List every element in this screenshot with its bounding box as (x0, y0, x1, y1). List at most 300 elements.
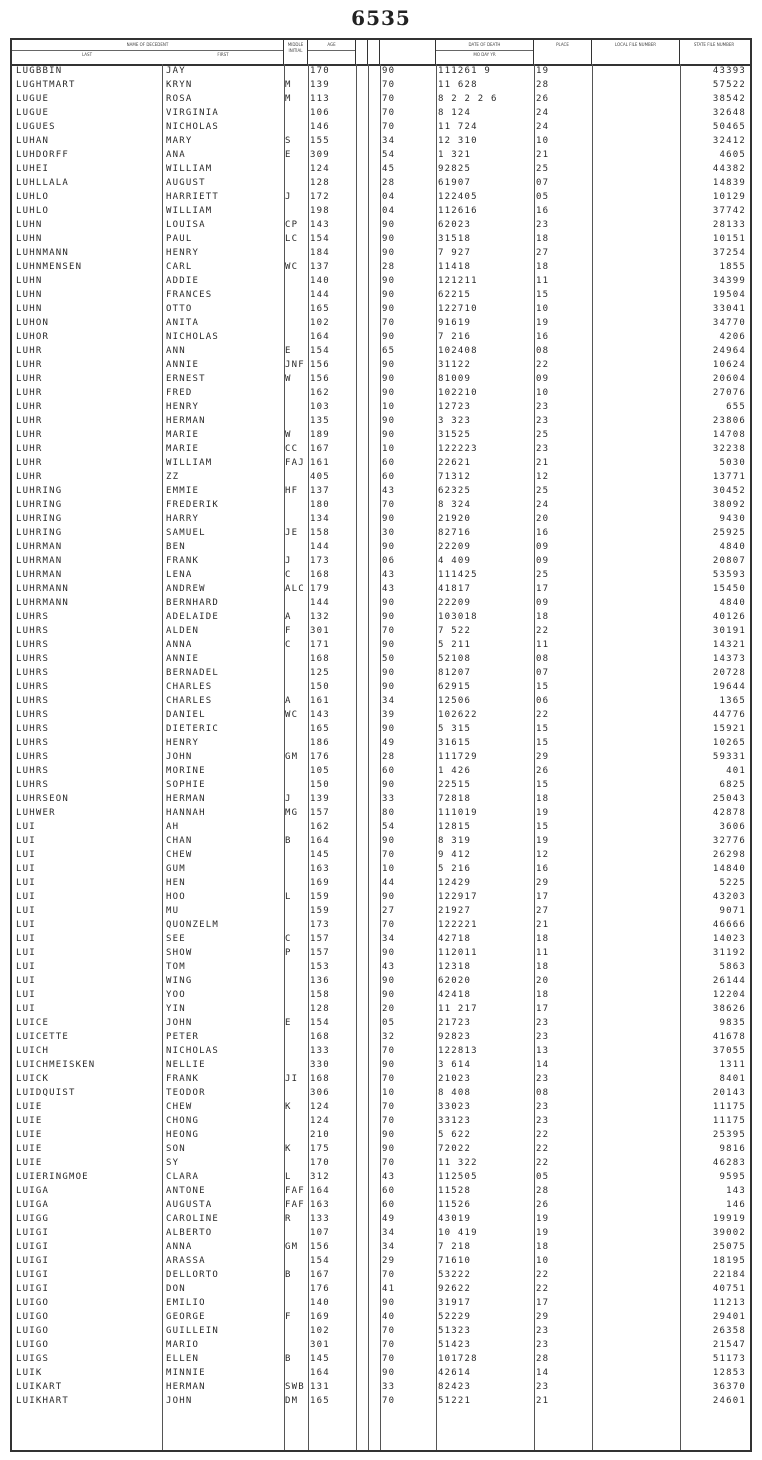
first-name-cell: VIRGINIA (166, 108, 219, 118)
last-name-cell: LUHLO (16, 206, 50, 216)
table-row (12, 610, 750, 624)
table-row (12, 1114, 750, 1128)
state-file-number-cell: 20728 (712, 668, 746, 678)
state-file-number-cell: 43203 (712, 892, 746, 902)
state-file-number-cell: 34399 (712, 276, 746, 286)
date-of-death-cell: 111425 (438, 570, 478, 580)
middle-initial-cell: R (285, 1214, 292, 1224)
middle-initial-cell (285, 918, 308, 932)
first-name-cell: HERMAN (166, 794, 206, 804)
state-file-number-cell: 41678 (712, 1032, 746, 1042)
middle-initial-cell (285, 470, 308, 484)
last-name-cell: LUIE (16, 1130, 43, 1140)
code-cell: 10 (382, 864, 396, 874)
place-cell: 10 (536, 1256, 550, 1266)
age-cell: 301 (310, 1340, 330, 1350)
age-cell: 309 (310, 150, 330, 160)
place-cell: 23 (536, 1382, 550, 1392)
middle-initial-cell: J (285, 556, 292, 566)
state-file-number-cell: 25043 (712, 794, 746, 804)
code-cell: 90 (382, 290, 396, 300)
place-cell: 17 (536, 892, 550, 902)
age-cell: 159 (310, 906, 330, 916)
state-file-number-cell: 19504 (712, 290, 746, 300)
date-of-death-cell: 7 216 (438, 332, 472, 342)
first-name-cell: ANNIE (166, 360, 200, 370)
state-file-number-cell: 8401 (719, 1074, 746, 1084)
date-of-death-cell: 7 218 (438, 1242, 472, 1252)
date-of-death-cell: 5 216 (438, 864, 472, 874)
last-name-cell: LUHRS (16, 640, 50, 650)
middle-initial-cell (285, 1254, 308, 1268)
date-of-death-cell: 91619 (438, 318, 472, 328)
first-name-cell: AUGUST (166, 178, 206, 188)
code-cell: 90 (382, 430, 396, 440)
middle-initial-cell (285, 680, 308, 694)
state-file-number-cell: 401 (726, 766, 746, 776)
table-row (12, 1184, 750, 1198)
date-of-death-cell: 111261 9 (438, 66, 491, 76)
table-row (12, 1002, 750, 1016)
first-name-cell: HENRY (166, 248, 200, 258)
age-cell: 125 (310, 668, 330, 678)
middle-initial-cell: MG (285, 808, 299, 818)
first-name-cell: HERMAN (166, 1382, 206, 1392)
age-cell: 164 (310, 332, 330, 342)
code-cell: 34 (382, 136, 396, 146)
state-file-number-cell: 10151 (712, 234, 746, 244)
code-cell: 49 (382, 1214, 396, 1224)
last-name-cell: LUI (16, 878, 36, 888)
date-of-death-cell: 112505 (438, 1172, 478, 1182)
table-row (12, 260, 750, 274)
code-cell: 90 (382, 360, 396, 370)
code-cell: 04 (382, 206, 396, 216)
table-row (12, 120, 750, 134)
place-cell: 16 (536, 206, 550, 216)
state-file-number-cell: 28133 (712, 220, 746, 230)
date-of-death-cell: 31518 (438, 234, 472, 244)
table-row (12, 1338, 750, 1352)
table-row (12, 1030, 750, 1044)
first-name-cell: SEE (166, 934, 186, 944)
place-cell: 29 (536, 878, 550, 888)
state-file-number-cell: 38542 (712, 94, 746, 104)
date-of-death-cell: 102408 (438, 346, 478, 356)
date-of-death-cell: 62215 (438, 290, 472, 300)
table-row (12, 484, 750, 498)
code-cell: 90 (382, 276, 396, 286)
first-name-cell: MARIE (166, 444, 200, 454)
last-name-cell: LUHR (16, 416, 43, 426)
date-of-death-cell: 41817 (438, 584, 472, 594)
state-file-number-cell: 59331 (712, 752, 746, 762)
code-cell: 90 (382, 304, 396, 314)
date-of-death-cell: 122223 (438, 444, 478, 454)
place-cell: 12 (536, 850, 550, 860)
place-cell: 22 (536, 1270, 550, 1280)
code-col-header (380, 40, 436, 64)
code-cell: 90 (382, 780, 396, 790)
date-of-death-cell: 42614 (438, 1368, 472, 1378)
middle-initial-cell: S (285, 136, 292, 146)
middle-initial-cell (285, 512, 308, 526)
table-row (12, 1058, 750, 1072)
place-cell: 18 (536, 612, 550, 622)
middle-initial-cell (285, 498, 308, 512)
code-cell: 32 (382, 1032, 396, 1042)
first-name-cell: HARRIETT (166, 192, 219, 202)
code-cell: 65 (382, 346, 396, 356)
last-name-cell: LUIGG (16, 1214, 50, 1224)
place-cell: 17 (536, 1298, 550, 1308)
table-row (12, 750, 750, 764)
table-row (12, 218, 750, 232)
middle-initial-cell (285, 120, 308, 134)
first-name-cell: SHOW (166, 948, 193, 958)
state-file-number-cell: 21547 (712, 1340, 746, 1350)
date-of-death-cell: 71610 (438, 1256, 472, 1266)
first-name-cell: ADELAIDE (166, 612, 219, 622)
middle-initial-cell: WC (285, 710, 299, 720)
state-file-number-cell: 4840 (719, 598, 746, 608)
middle-initial-cell (285, 1002, 308, 1016)
column-header (12, 40, 750, 66)
last-name-cell: LUIE (16, 1158, 43, 1168)
code-cell: 90 (382, 598, 396, 608)
middle-initial-cell: K (285, 1102, 292, 1112)
middle-initial-cell (285, 386, 308, 400)
date-of-death-cell: 92825 (438, 164, 472, 174)
last-name-cell: LUI (16, 976, 36, 986)
table-row (12, 974, 750, 988)
middle-initial-cell: B (285, 1270, 292, 1280)
table-row (12, 876, 750, 890)
table-row (12, 372, 750, 386)
table-row (12, 792, 750, 806)
middle-initial-cell: M (285, 94, 292, 104)
place-cell: 11 (536, 640, 550, 650)
code-cell: 90 (382, 668, 396, 678)
table-row (12, 512, 750, 526)
last-name-cell: LUHLO (16, 192, 50, 202)
age-cell: 124 (310, 164, 330, 174)
blank-col-header-b (368, 40, 380, 64)
last-name-cell: LUICK (16, 1074, 50, 1084)
first-name-cell: CAROLINE (166, 1214, 219, 1224)
state-file-number-cell: 42878 (712, 808, 746, 818)
table-row (12, 1226, 750, 1240)
place-cell: 23 (536, 1018, 550, 1028)
last-name-cell: LUIGI (16, 1228, 50, 1238)
state-file-number-cell: 9595 (719, 1172, 746, 1182)
age-cell: 179 (310, 584, 330, 594)
first-name-cell: FRANCES (166, 290, 213, 300)
table-row (12, 302, 750, 316)
code-cell: 90 (382, 640, 396, 650)
middle-initial-cell (285, 204, 308, 218)
middle-initial-cell: L (285, 1172, 292, 1182)
state-file-number-cell: 4206 (719, 332, 746, 342)
date-of-death-cell: 8 319 (438, 836, 472, 846)
code-cell: 28 (382, 262, 396, 272)
table-row (12, 400, 750, 414)
age-cell: 301 (310, 626, 330, 636)
state-file-number-cell: 4605 (719, 150, 746, 160)
middle-initial-cell: J (285, 192, 292, 202)
last-name-cell: LUIE (16, 1144, 43, 1154)
first-name-cell: NICHOLAS (166, 1046, 219, 1056)
place-cell: 08 (536, 1088, 550, 1098)
state-file-number-cell: 33041 (712, 304, 746, 314)
place-header: PLACE (534, 40, 592, 64)
last-name-cell: LUIGI (16, 1270, 50, 1280)
middle-initial-cell (285, 316, 308, 330)
age-cell: 167 (310, 444, 330, 454)
date-of-death-cell: 22621 (438, 458, 472, 468)
place-cell: 20 (536, 976, 550, 986)
age-cell: 163 (310, 864, 330, 874)
place-cell: 23 (536, 402, 550, 412)
table-row (12, 848, 750, 862)
age-cell: 140 (310, 276, 330, 286)
date-of-death-cell: 112616 (438, 206, 478, 216)
code-cell: 60 (382, 472, 396, 482)
date-of-death-cell: 12318 (438, 962, 472, 972)
code-cell: 04 (382, 192, 396, 202)
state-file-number-cell: 26358 (712, 1326, 746, 1336)
state-file-number-cell: 10265 (712, 738, 746, 748)
middle-initial-cell: CC (285, 444, 299, 454)
state-file-number-cell: 5863 (719, 962, 746, 972)
middle-initial-cell (285, 246, 308, 260)
state-file-number-cell: 37055 (712, 1046, 746, 1056)
code-cell: 43 (382, 962, 396, 972)
middle-initial-cell (285, 106, 308, 120)
first-name-cell: ADDIE (166, 276, 200, 286)
first-name-cell: FRANK (166, 1074, 200, 1084)
middle-initial-cell (285, 302, 308, 316)
date-of-death-cell: 3 614 (438, 1060, 472, 1070)
table-row (12, 1156, 750, 1170)
date-of-death-cell: 31122 (438, 360, 472, 370)
table-row (12, 582, 750, 596)
code-cell: 70 (382, 1046, 396, 1056)
date-of-death-cell: 62023 (438, 220, 472, 230)
state-file-number-cell: 14023 (712, 934, 746, 944)
first-name-cell: CHARLES (166, 696, 213, 706)
last-name-cell: LUHN (16, 220, 43, 230)
place-cell: 21 (536, 150, 550, 160)
first-name-cell: CHONG (166, 1116, 200, 1126)
place-cell: 12 (536, 472, 550, 482)
first-name-cell: MU (166, 906, 180, 916)
age-cell: 168 (310, 570, 330, 580)
place-cell: 22 (536, 1284, 550, 1294)
first-name-cell: SAMUEL (166, 528, 206, 538)
last-name-cell: LUHRING (16, 528, 63, 538)
age-cell: 143 (310, 710, 330, 720)
date-of-death-cell: 7 927 (438, 248, 472, 258)
date-of-death-cell: 8 2 2 2 6 (438, 94, 498, 104)
code-cell: 70 (382, 108, 396, 118)
first-name-cell: FRED (166, 388, 193, 398)
first-name-cell: ANA (166, 150, 186, 160)
table-row (12, 624, 750, 638)
state-file-number-cell: 39002 (712, 1228, 746, 1238)
table-row (12, 106, 750, 120)
place-cell: 08 (536, 654, 550, 664)
age-cell: 154 (310, 1018, 330, 1028)
age-cell: 103 (310, 402, 330, 412)
date-of-death-cell: 5 211 (438, 640, 472, 650)
last-name-cell: LUHRS (16, 710, 50, 720)
last-name-cell: LUHRS (16, 682, 50, 692)
last-name-cell: LUIERINGMOE (16, 1172, 89, 1182)
code-cell: 70 (382, 920, 396, 930)
first-name-cell: CHEW (166, 1102, 193, 1112)
first-name-cell: YIN (166, 1004, 186, 1014)
last-name-cell: LUHR (16, 444, 43, 454)
table-row (12, 680, 750, 694)
last-name-cell: LUIDQUIST (16, 1088, 76, 1098)
first-name-cell: GUILLEIN (166, 1326, 219, 1336)
state-file-number-cell: 40751 (712, 1284, 746, 1294)
last-name-cell: LUHRS (16, 780, 50, 790)
code-cell: 90 (382, 416, 396, 426)
place-cell: 19 (536, 318, 550, 328)
last-name-cell: LUHN (16, 290, 43, 300)
date-of-death-cell: 1 426 (438, 766, 472, 776)
middle-initial-cell: FAF (285, 1186, 305, 1196)
code-cell: 70 (382, 1158, 396, 1168)
state-file-number-cell: 15450 (712, 584, 746, 594)
place-cell: 09 (536, 556, 550, 566)
first-name-header: FIRST (217, 52, 229, 57)
place-cell: 07 (536, 668, 550, 678)
code-cell: 39 (382, 710, 396, 720)
age-cell: 158 (310, 990, 330, 1000)
middle-initial-cell: GM (285, 1242, 299, 1252)
table-row (12, 64, 750, 78)
first-name-cell: HENRY (166, 402, 200, 412)
date-of-death-cell: 8 124 (438, 108, 472, 118)
age-cell: 164 (310, 836, 330, 846)
place-cell: 18 (536, 962, 550, 972)
table-row (12, 820, 750, 834)
date-of-death-cell: 111729 (438, 752, 478, 762)
middle-initial-cell: L (285, 892, 292, 902)
table-row (12, 134, 750, 148)
age-cell: 312 (310, 1172, 330, 1182)
code-cell: 90 (382, 1368, 396, 1378)
code-cell: 70 (382, 80, 396, 90)
last-name-cell: LUHR (16, 430, 43, 440)
code-cell: 10 (382, 444, 396, 454)
state-file-number-cell: 29401 (712, 1312, 746, 1322)
last-name-cell: LUIGI (16, 1284, 50, 1294)
code-cell: 34 (382, 696, 396, 706)
place-cell: 18 (536, 990, 550, 1000)
code-cell: 43 (382, 1172, 396, 1182)
state-file-number-cell: 38626 (712, 1004, 746, 1014)
table-row (12, 1100, 750, 1114)
date-of-death-cell: 11 217 (438, 1004, 478, 1014)
state-file-number-cell: 14708 (712, 430, 746, 440)
table-row (12, 1072, 750, 1086)
date-of-death-cell: 12 310 (438, 136, 478, 146)
date-of-death-cell: 12815 (438, 822, 472, 832)
first-name-cell: HEONG (166, 1130, 200, 1140)
table-row (12, 1380, 750, 1394)
state-file-number-cell: 37742 (712, 206, 746, 216)
table-row (12, 232, 750, 246)
state-file-number-cell: 14373 (712, 654, 746, 664)
last-name-cell: LUHRMAN (16, 556, 63, 566)
table-row (12, 1310, 750, 1324)
state-file-number-cell: 20143 (712, 1088, 746, 1098)
last-name-cell: LUHAN (16, 136, 50, 146)
middle-initial-cell (285, 736, 308, 750)
place-cell: 28 (536, 1186, 550, 1196)
code-cell: 90 (382, 724, 396, 734)
state-file-number-cell: 10624 (712, 360, 746, 370)
code-cell: 70 (382, 122, 396, 132)
age-cell: 146 (310, 122, 330, 132)
state-file-number-cell: 19919 (712, 1214, 746, 1224)
table-row (12, 176, 750, 190)
table-row (12, 890, 750, 904)
first-name-cell: SON (166, 1144, 186, 1154)
state-file-number-cell: 25925 (712, 528, 746, 538)
middle-initial-cell (285, 862, 308, 876)
age-cell: 145 (310, 850, 330, 860)
table-row (12, 1170, 750, 1184)
state-file-number-cell: 146 (726, 1200, 746, 1210)
code-cell: 49 (382, 738, 396, 748)
state-file-number-cell: 11175 (712, 1116, 746, 1126)
state-file-number-cell: 23806 (712, 416, 746, 426)
code-cell: 43 (382, 570, 396, 580)
table-row (12, 148, 750, 162)
table-row (12, 652, 750, 666)
first-name-cell: HERMAN (166, 416, 206, 426)
age-cell: 162 (310, 388, 330, 398)
age-header: AGE (308, 40, 356, 64)
last-name-cell: LUHRING (16, 500, 63, 510)
middle-initial-cell (285, 288, 308, 302)
code-cell: 80 (382, 808, 396, 818)
date-of-death-cell: 42418 (438, 990, 472, 1000)
code-cell: 45 (382, 164, 396, 174)
middle-initial-cell: FAJ (285, 458, 305, 468)
state-file-number-cell: 40126 (712, 612, 746, 622)
state-file-number-cell: 50465 (712, 122, 746, 132)
date-of-death-cell: 122710 (438, 304, 478, 314)
date-of-death-cell: 22209 (438, 542, 472, 552)
code-cell: 90 (382, 542, 396, 552)
date-of-death-cell: 92622 (438, 1284, 472, 1294)
place-cell: 23 (536, 444, 550, 454)
table-row (12, 946, 750, 960)
place-cell: 05 (536, 192, 550, 202)
middle-initial-cell (285, 960, 308, 974)
place-cell: 20 (536, 514, 550, 524)
first-name-cell: DIETERIC (166, 724, 219, 734)
table-row (12, 288, 750, 302)
code-cell: 70 (382, 1270, 396, 1280)
table-row (12, 526, 750, 540)
